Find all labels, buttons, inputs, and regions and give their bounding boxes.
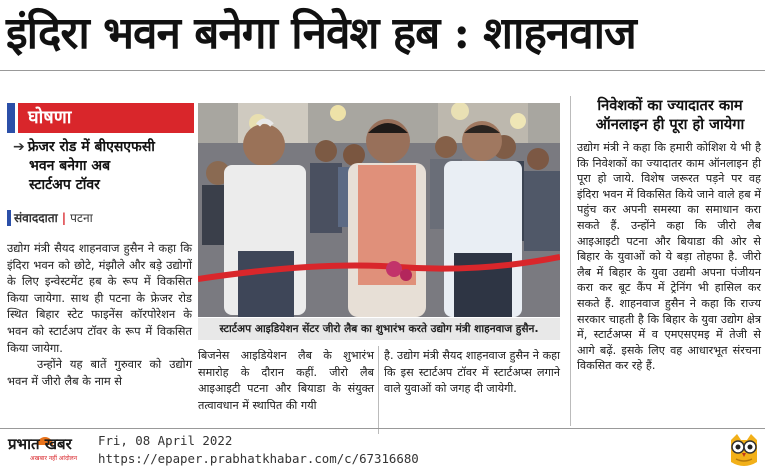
owl-mascot-icon — [727, 432, 761, 468]
divider-top — [0, 70, 765, 71]
ribbon-cutting-photo — [198, 103, 560, 317]
tag-accent-bar — [7, 103, 15, 133]
sidebar-title: निवेशकों का ज्यादातर काम ऑनलाइन ही पूरा हो जायेगा — [595, 97, 745, 133]
subhead-line-2: भवन बनेगा अब — [29, 158, 111, 174]
byline — [14, 209, 93, 226]
middle-column-1: बिजनेस आइडियेशन लैब के शुभारंभ समारोह के दौरान कहीं. जीरो लैब आइआइटी पटना और बियाडा के संयुक्त तत्वावधान में स्थापित की गयी — [198, 349, 374, 412]
arrow-bullet-icon: ➔ — [13, 139, 25, 155]
paragraph-1: उद्योग मंत्री सैयद शाहनवाज हुसैन ने कहा कि इंदिरा भवन को छोटे, मंझौले और बड़े उद्योगों के लिए इन्वेस्टमेंट हब के रूप में विकसित किया जायेगा. साथ ही पटना के फ्रेजर रोड स्थित बिहार स्टेट फाइनेंस कॉरपोरेशन के भवन को स्टार्टअप टॉवर के रूप में विकसित किया जायेगा. — [7, 241, 192, 355]
news-photo — [198, 103, 560, 317]
subhead-line-1: ➔ फ्रेजर रोड में बीएसएफसी — [13, 139, 155, 155]
edition-date: Fri, 08 April 2022 — [98, 433, 233, 448]
right-column-divider — [570, 96, 571, 426]
byline-separator: | — [61, 211, 67, 225]
announcement-tag: घोषणा — [18, 103, 194, 133]
logo-tagline: अखबार नहीं आंदोलन — [30, 455, 78, 462]
subheadline — [13, 138, 193, 195]
column-divider — [378, 346, 379, 434]
subhead-line-3: स्टार्टअप टॉवर — [29, 177, 100, 193]
byline-author: संवाददाता — [14, 211, 58, 225]
middle-column-2: है. उद्योग मंत्री सैयद शाहनवाज हुसैन ने कहा कि इस स्टार्टअप टॉवर में स्टार्टअप्स लगाने वाले युवाओं को जगह दी जायेगी. — [384, 349, 560, 396]
byline-accent-bar — [7, 210, 11, 226]
byline-place: पटना — [70, 211, 93, 225]
paragraph-2: उन्होंने यह बातें गुरुवार को उद्योग भवन में जीरो लैब के नाम से — [7, 357, 192, 388]
source-url[interactable]: https://epaper.prabhatkhabar.com/c/67316680 — [98, 451, 419, 466]
publication-logo: प्रभात खबर — [8, 435, 72, 453]
sidebar-body: उद्योग मंत्री ने कहा कि हमारी कोशिश ये भी है कि निवेशकों का ज्यादातर काम ऑनलाइन ही पूरा हो जाये. विशेष जरूरत पड़ने पर वह इंदिरा भवन में विकसित किये जाने वाले हब में पहुंच कर अपनी समस्या का समाधान करा सकते हैं. उन्होंने कहा कि जीरो लैब आइआइटी पटना और बियाडा की ओर से बिहार के युवाओं को ये बड़ा तोहफा है. जीरो लैब में बिहार के युवा उद्यमी अपना पंजीयन करा कर बूट कैंप में ट्रेनिंग भी हासिल कर सकते हैं. शाहनवाज हुसैन ने कहा कि राज्य सरकार चाहती है कि बिहार के युवा उद्योग क्षेत्र में, स्टार्टअप्स में व एमएसएमइ में तेजी से आगे बढ़ें. इसके लिए वह आधारभूत संरचना विकसित कर रहे हैं. — [577, 141, 761, 373]
left-article-body — [7, 240, 192, 389]
headline: इंदिरा भवन बनेगा निवेश हब : शाहनवाज — [6, 8, 636, 59]
divider-bottom — [0, 428, 765, 429]
photo-caption: स्टार्टअप आइडियेशन सेंटर जीरो लैब का शुभारंभ करते उद्योग मंत्री शाहनवाज हुसैन. — [198, 318, 560, 340]
